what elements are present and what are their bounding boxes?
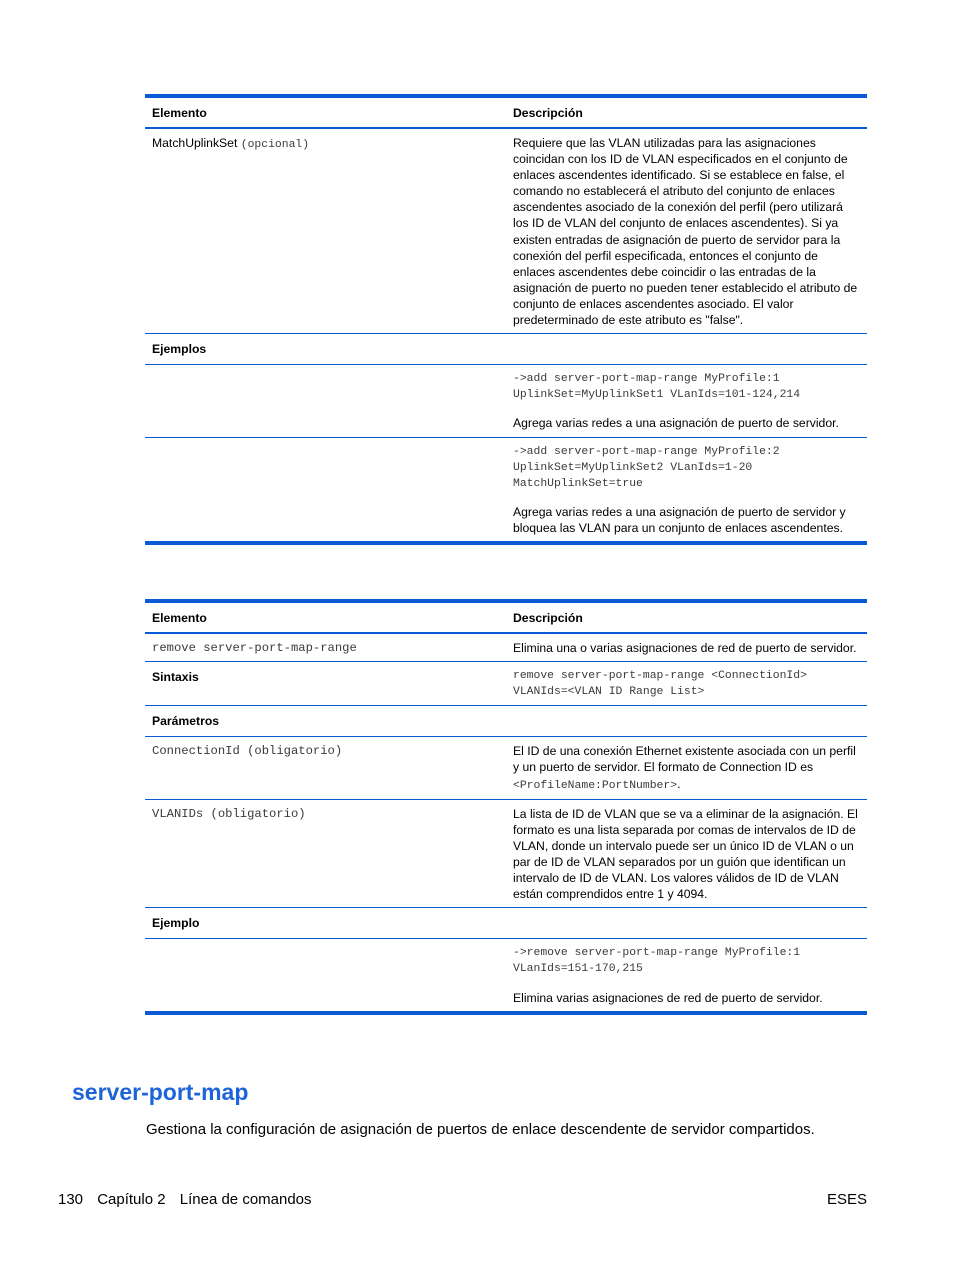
table-row: [145, 633, 867, 662]
command-description: Elimina una o varias asignaciones de red de puerto de servidor.: [513, 641, 857, 655]
command-table-remove: [145, 599, 867, 1015]
chapter-title: Línea de comandos: [179, 1191, 312, 1208]
example-cell: [506, 939, 867, 1013]
header-element: Elemento: [152, 611, 207, 625]
element-name: MatchUplinkSet: [152, 136, 238, 150]
table-row: [145, 737, 867, 799]
example-text: Elimina varias asignaciones de red de puerto de servidor.: [513, 990, 823, 1005]
syntax-label: Sintaxis: [152, 670, 199, 685]
section-row: [145, 908, 867, 939]
section-row: [145, 334, 867, 365]
param-code: <ProfileName:PortNumber>: [513, 779, 678, 792]
element-option: (opcional): [240, 139, 310, 151]
param-name: VLANIDs (obligatorio): [152, 806, 306, 821]
param-name: ConnectionId (obligatorio): [152, 744, 343, 759]
header-description: Descripción: [513, 611, 583, 625]
param-description: El ID de una conexión Ethernet existente asociada con un perfil y un puerto de servidor. El formato de Connection ID es <ProfileName:PortNumber>.: [513, 744, 856, 792]
table-row: [145, 662, 867, 706]
example-cell: [506, 365, 867, 437]
locale-code: ESES: [826, 1191, 867, 1208]
command-name: remove server-port-map-range: [152, 641, 357, 655]
table-header-row: [145, 601, 867, 633]
table-row: [145, 939, 867, 1013]
table-row: [145, 365, 867, 437]
table-row: [145, 799, 867, 908]
table-row: [145, 128, 867, 334]
table-row: [145, 437, 867, 543]
example-cell: [506, 437, 867, 543]
example-text: Agrega varias redes a una asignación de puerto de servidor.: [513, 416, 839, 431]
example-label: Ejemplo: [152, 916, 200, 931]
header-element: Elemento: [152, 106, 207, 120]
description-cell: Requiere que las VLAN utilizadas para las asignaciones coincidan con los ID de VLAN especificados en el conjunto de enlaces ascendentes identificado. Si se establece en false, el comando no establecerá el atributo del conjunto de enlaces ascendentes asociado de la conexión del perfil (pero utilizará los ID de VLAN del conjunto de enlaces ascendentes). Si ya existen entradas de asignación de puerto de servidor para la conexión del perfil especificada, entonces el conjunto de enlaces ascendentes debe coincidir o las entradas de la asignación de puerto no pueden tener establecido el atributo de conjunto de enlaces ascendentes asociado. El valor predeterminado de este atributo es "false".: [513, 136, 858, 328]
params-label: Parámetros: [152, 714, 220, 729]
example-code: ->add server-port-map-range MyProfile:1 UplinkSet=MyUplinkSet1 VLanIds=101-124,214: [513, 373, 801, 402]
examples-label: Ejemplos: [152, 342, 207, 357]
element-cell: [145, 128, 506, 334]
example-text: Agrega varias redes a una asignación de puerto de servidor y bloquea las VLAN para un conjunto de enlaces ascendentes.: [513, 504, 846, 535]
section-row: [145, 706, 867, 737]
header-description: Descripción: [513, 106, 583, 120]
page-number: 130: [58, 1191, 84, 1208]
example-code: ->add server-port-map-range MyProfile:2 UplinkSet=MyUplinkSet2 VLanIds=1-20 MatchUplinkSet=true: [513, 445, 780, 490]
section-heading: server-port-map: [72, 1079, 249, 1105]
command-table-add: [145, 94, 867, 545]
table-header-row: [145, 96, 867, 128]
example-code: ->remove server-port-map-range MyProfile:1 VLanIds=151-170,215: [513, 947, 801, 976]
section-intro: Gestiona la configuración de asignación de puertos de enlace descendente de servidor compartidos.: [146, 1121, 815, 1138]
param-description: La lista de ID de VLAN que se va a eliminar de la asignación. El formato es una lista separada por comas de intervalos de ID de VLAN, donde un intervalo puede ser un único ID de VLAN o un par de ID de VLAN separados por un guión que identifican un intervalo de ID de VLAN. Los valores válidos de ID de VLAN están comprendidos entre 1 y 4094.: [513, 806, 858, 902]
syntax-code: remove server-port-map-range <ConnectionId> VLANIds=<VLAN ID Range List>: [513, 670, 807, 699]
chapter-label: Capítulo 2: [97, 1191, 166, 1208]
page-footer: [58, 1191, 867, 1208]
